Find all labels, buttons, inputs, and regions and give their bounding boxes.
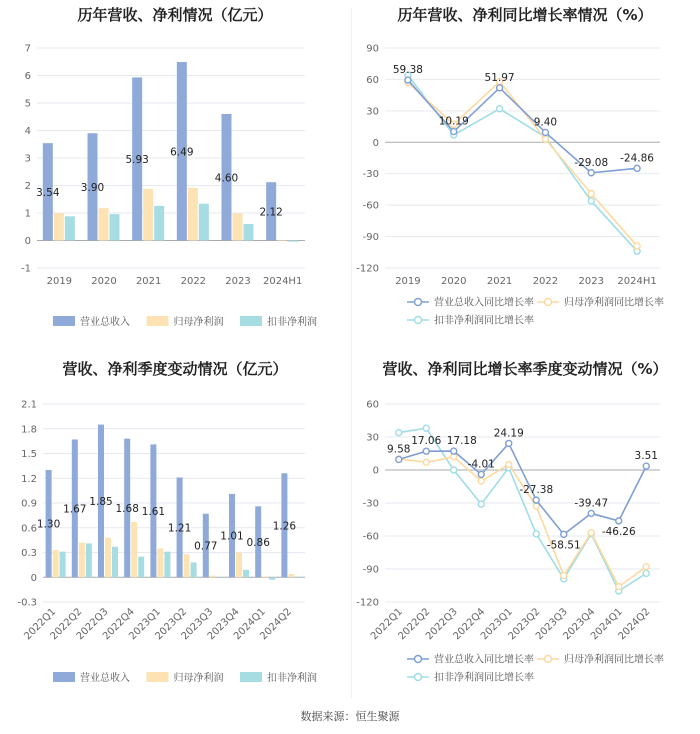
data-point (405, 77, 411, 83)
data-label: 5.93 (125, 153, 149, 166)
y-tick-label: -90 (362, 232, 379, 244)
data-label: 17.18 (446, 435, 477, 448)
data-label: 1.61 (141, 505, 166, 518)
data-point (643, 570, 649, 576)
data-point (643, 564, 649, 570)
panel-divider (351, 8, 352, 698)
legend-label: 营业总收入同比增长率 (434, 654, 534, 666)
y-tick-label: 2 (24, 181, 31, 192)
chart-title: 营收、净利季度变动情况（亿元） (62, 360, 288, 378)
y-tick-label: 0 (372, 465, 379, 477)
x-tick-label: 2019 (395, 276, 421, 287)
data-point (588, 198, 594, 204)
x-tick-label: 2023Q3 (534, 606, 570, 643)
data-label: 0.77 (194, 540, 218, 553)
x-tick-label: 2024Q1 (589, 606, 625, 643)
data-source-note: 数据来源：恒生聚源 (300, 710, 400, 723)
data-point (478, 501, 484, 507)
legend-label: 归母净利润 (173, 317, 224, 328)
y-tick-label: 6 (24, 71, 31, 82)
bar (65, 216, 75, 240)
data-point (451, 448, 457, 454)
x-tick-label: 2020 (441, 276, 467, 287)
data-point (588, 170, 594, 176)
data-label: -29.08 (574, 156, 609, 169)
quarterly-bar-chart (5, 350, 345, 700)
legend-label: 归母净利润同比增长率 (564, 297, 664, 309)
data-point (542, 136, 548, 142)
data-label: 51.97 (484, 71, 515, 84)
x-tick-label: 2022 (180, 276, 207, 287)
y-tick-label: -60 (362, 531, 379, 543)
legend-marker (545, 299, 552, 306)
y-tick-label: -30 (362, 498, 379, 510)
data-label: 1.67 (63, 503, 87, 516)
data-point (561, 531, 567, 537)
bar (217, 577, 223, 578)
legend-label: 扣非净利润 (267, 317, 317, 328)
chart-panel-annual-bars (5, 0, 345, 345)
y-tick-label: 4 (24, 126, 31, 137)
bar (154, 206, 164, 241)
y-tick-label: 1.5 (21, 449, 37, 460)
bar (199, 204, 209, 241)
legend-label: 扣非净利润同比增长率 (434, 315, 534, 327)
data-point (533, 531, 539, 537)
data-label: 3.90 (80, 181, 105, 194)
bar (269, 577, 275, 579)
chart-panel-quarterly-bars (5, 350, 345, 700)
bar (112, 547, 118, 578)
y-tick-label: 0.6 (21, 523, 37, 535)
data-label: 17.06 (411, 435, 442, 448)
bar (244, 224, 254, 241)
x-tick-label: 2023Q2 (153, 606, 190, 643)
y-tick-label: -1 (21, 263, 31, 275)
x-tick-label: 2021 (486, 276, 513, 287)
x-tick-label: 2023 (578, 276, 604, 287)
data-point (423, 448, 429, 454)
y-tick-label: -30 (362, 169, 379, 181)
annual-growth-line-chart (355, 0, 695, 345)
y-tick-label: 60 (366, 74, 379, 86)
bar (143, 189, 153, 241)
data-label: 9.40 (533, 116, 558, 129)
legend-label: 归母净利润同比增长率 (564, 654, 664, 666)
data-label: 9.58 (387, 443, 411, 456)
bar (164, 552, 170, 578)
y-tick-label: 3 (24, 153, 31, 165)
bar (288, 574, 294, 577)
bar (138, 557, 144, 578)
y-tick-label: 7 (24, 43, 31, 55)
x-tick-label: 2023Q1 (127, 606, 164, 643)
data-label: 6.49 (170, 146, 194, 159)
data-point (497, 85, 503, 91)
chart-title: 营收、净利同比增长率季度变动情况（%） (382, 360, 668, 378)
data-label: -58.51 (546, 539, 581, 552)
chart-panel-quarterly-growth (355, 350, 695, 700)
x-tick-label: 2024Q1 (231, 606, 268, 643)
x-tick-label: 2022Q4 (451, 606, 488, 643)
x-tick-label: 2022Q1 (22, 606, 59, 643)
data-point (533, 503, 539, 509)
bar (262, 576, 268, 577)
x-tick-label: 2024Q2 (258, 606, 295, 643)
legend-swatch (53, 672, 75, 682)
data-label: -4.01 (467, 458, 495, 471)
y-tick-label: 90 (366, 43, 379, 55)
data-point (506, 462, 512, 468)
data-label: 1.30 (36, 518, 61, 531)
x-tick-label: 2023 (225, 276, 251, 287)
data-label: -24.86 (620, 152, 655, 165)
x-tick-label: 2022Q2 (48, 606, 85, 643)
legend-label: 扣非净利润 (267, 673, 317, 684)
legend-label: 扣非净利润同比增长率 (434, 672, 534, 684)
y-tick-label: -0.3 (17, 597, 37, 609)
bar (188, 188, 198, 241)
legend-swatch (53, 316, 75, 326)
data-point (588, 530, 594, 536)
bar (191, 562, 197, 577)
series-line (399, 457, 647, 587)
y-tick-label: 2.1 (21, 399, 37, 411)
bar (110, 214, 120, 240)
legend-label: 营业总收入同比增长率 (434, 297, 534, 309)
data-label: 4.60 (214, 172, 239, 185)
data-label: 10.19 (438, 115, 469, 128)
data-label: 1.21 (167, 522, 192, 535)
x-tick-label: 2022 (532, 276, 559, 287)
y-tick-label: 60 (366, 399, 379, 411)
x-tick-label: 2022Q3 (74, 606, 111, 643)
data-point (561, 573, 567, 579)
data-point (478, 478, 484, 484)
data-point (451, 129, 457, 135)
x-tick-label: 2022Q3 (424, 606, 460, 643)
legend-label: 营业总收入 (80, 317, 130, 328)
bar (277, 241, 287, 242)
y-tick-label: 30 (366, 432, 379, 444)
y-tick-label: 5 (24, 98, 31, 110)
x-tick-label: 2023Q2 (506, 606, 543, 643)
x-tick-label: 2019 (46, 276, 73, 287)
legend-marker (415, 299, 422, 306)
y-tick-label: -120 (356, 263, 379, 275)
bar (157, 548, 163, 577)
y-tick-label: -60 (362, 200, 379, 212)
data-label: -39.47 (574, 497, 609, 510)
y-tick-label: 0 (30, 572, 37, 584)
x-tick-label: 2023Q4 (561, 606, 598, 643)
x-tick-label: 2021 (135, 276, 162, 287)
legend-swatch (147, 316, 169, 326)
data-label: 1.85 (89, 495, 113, 508)
legend-label: 归母净利润 (173, 673, 224, 684)
legend-label: 营业总收入 (80, 673, 130, 684)
x-tick-label: 2022Q2 (396, 606, 433, 643)
x-tick-label: 2022Q1 (369, 606, 405, 643)
data-label: 2.12 (259, 206, 283, 219)
x-tick-label: 2020 (91, 276, 117, 287)
data-point (497, 106, 503, 112)
y-tick-label: 0 (24, 236, 31, 247)
data-label: 24.19 (493, 427, 524, 440)
data-label: 0.86 (246, 536, 270, 549)
legend-swatch (240, 316, 262, 326)
bar (210, 576, 216, 578)
legend-swatch (240, 672, 262, 682)
data-point (478, 471, 484, 477)
data-point (616, 584, 622, 590)
data-point (423, 425, 429, 431)
bar (288, 241, 298, 242)
bar (105, 538, 111, 578)
x-tick-label: 2024H1 (262, 276, 303, 287)
y-tick-label: 30 (366, 106, 379, 118)
data-label: 1.01 (220, 530, 244, 543)
bar (53, 550, 59, 577)
chart-title: 历年营收、净利同比增长率情况（%） (397, 6, 653, 24)
bar (99, 208, 109, 240)
data-label: -46.26 (601, 525, 636, 538)
data-point (634, 243, 640, 249)
bar (79, 543, 85, 578)
data-label: 1.68 (115, 502, 139, 515)
bar (131, 522, 137, 577)
y-tick-label: -120 (356, 597, 379, 609)
y-tick-label: 0.9 (21, 498, 37, 510)
data-point (396, 430, 402, 436)
data-label: 59.38 (392, 64, 423, 77)
legend-marker (415, 674, 422, 681)
annual-bar-chart (5, 0, 345, 345)
data-point (588, 191, 594, 197)
quarterly-growth-line-chart (355, 350, 695, 700)
legend-swatch (147, 672, 169, 682)
y-tick-label: 0 (372, 137, 379, 149)
data-point (423, 459, 429, 465)
data-label: 3.54 (36, 186, 60, 199)
y-tick-label: 1 (24, 208, 31, 220)
data-label: -27.38 (519, 484, 554, 497)
data-point (451, 467, 457, 473)
bar (86, 543, 92, 577)
bar (236, 553, 242, 578)
data-point (634, 165, 640, 171)
bar (233, 214, 243, 241)
x-tick-label: 2024Q2 (616, 606, 653, 643)
bar (295, 576, 301, 577)
data-point (616, 518, 622, 524)
legend-marker (415, 317, 422, 324)
x-tick-label: 2023Q4 (205, 606, 242, 643)
x-tick-label: 2022Q4 (100, 606, 137, 643)
y-tick-label: 0.3 (21, 548, 37, 559)
data-point (588, 510, 594, 516)
data-point (396, 456, 402, 462)
data-point (506, 440, 512, 446)
x-tick-label: 2023Q3 (179, 606, 216, 643)
bar (54, 213, 64, 241)
legend-marker (545, 656, 552, 663)
x-tick-label: 2023Q1 (479, 606, 515, 643)
x-tick-label: 2024H1 (617, 276, 657, 287)
y-tick-label: -90 (362, 564, 379, 576)
bar (184, 554, 190, 577)
chart-panel-annual-growth (355, 0, 695, 345)
bar (243, 570, 249, 577)
data-label: 3.51 (634, 450, 658, 463)
data-point (643, 463, 649, 469)
y-tick-label: 1.2 (21, 473, 37, 485)
data-point (542, 129, 548, 135)
bar (60, 552, 66, 578)
chart-title: 历年营收、净利情况（亿元） (77, 6, 273, 24)
y-tick-label: 1.8 (21, 424, 37, 436)
data-label: 1.26 (272, 520, 297, 533)
data-point (533, 497, 539, 503)
legend-marker (415, 656, 422, 663)
